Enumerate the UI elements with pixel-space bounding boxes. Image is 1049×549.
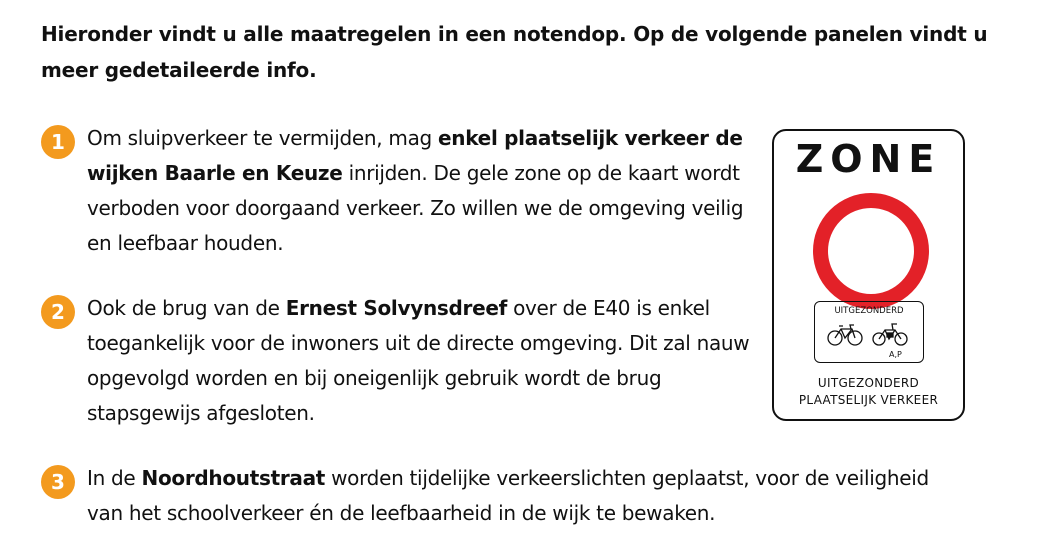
exception-panel bbox=[814, 301, 924, 363]
text-bold: Ernest Solvynsdreef bbox=[285, 296, 508, 320]
sign-title: ZONE bbox=[795, 137, 942, 181]
text-part: Ook de brug van de bbox=[87, 296, 286, 320]
measure-item-2 bbox=[41, 291, 761, 431]
exception-label: UITGEZONDERD bbox=[834, 306, 904, 316]
intro-text: Hieronder vindt u alle maatregelen in een notendop. Op de volgende panelen vindt u meer gedetaileerde info. bbox=[41, 22, 988, 82]
measure-item-1 bbox=[41, 121, 761, 261]
text-part: worden tijdelijke verkeerslichten geplaatst, voor de veiligheid van het schoolverkeer én de leefbaarheid in de wijk te bewaken. bbox=[87, 466, 929, 525]
number-badge: 3 bbox=[41, 465, 75, 499]
sign-caption-line: PLAATSELIJK VERKEER bbox=[798, 393, 939, 407]
text-part: In de bbox=[87, 466, 142, 490]
text-part: over de E40 is enkel toegankelijk voor de inwoners uit de directe omgeving. Dit zal nauw opgevolgd worden en bij oneigenlijk gebruik wordt de brug stapsgewijs afgesloten. bbox=[87, 296, 750, 425]
measure-item-3 bbox=[41, 461, 941, 531]
vehicle-icons bbox=[825, 319, 915, 349]
text-bold: Noordhoutstraat bbox=[141, 466, 326, 490]
measure-text bbox=[87, 461, 941, 531]
text-bold: enkel plaatselijk verkeer de wijken Baarle en Keuze bbox=[87, 126, 743, 185]
prohibition-ring-icon bbox=[813, 193, 929, 309]
number-badge: 1 bbox=[41, 125, 75, 159]
measure-text bbox=[87, 291, 761, 431]
zone-traffic-sign bbox=[772, 129, 965, 421]
moped-icon bbox=[873, 324, 907, 345]
text-part: inrijden. De gele zone op de kaart wordt verboden voor doorgaand verkeer. Zo willen we de omgeving veilig en leefbaar houden. bbox=[87, 161, 744, 255]
exception-codes: A,P bbox=[889, 350, 902, 359]
measure-text bbox=[87, 121, 761, 261]
text-part: Om sluipverkeer te vermijden, mag bbox=[87, 126, 439, 150]
bicycle-icon bbox=[828, 325, 862, 345]
sign-caption-line: UITGEZONDERD bbox=[817, 376, 920, 390]
number-badge: 2 bbox=[41, 295, 75, 329]
sign-caption bbox=[774, 375, 963, 409]
